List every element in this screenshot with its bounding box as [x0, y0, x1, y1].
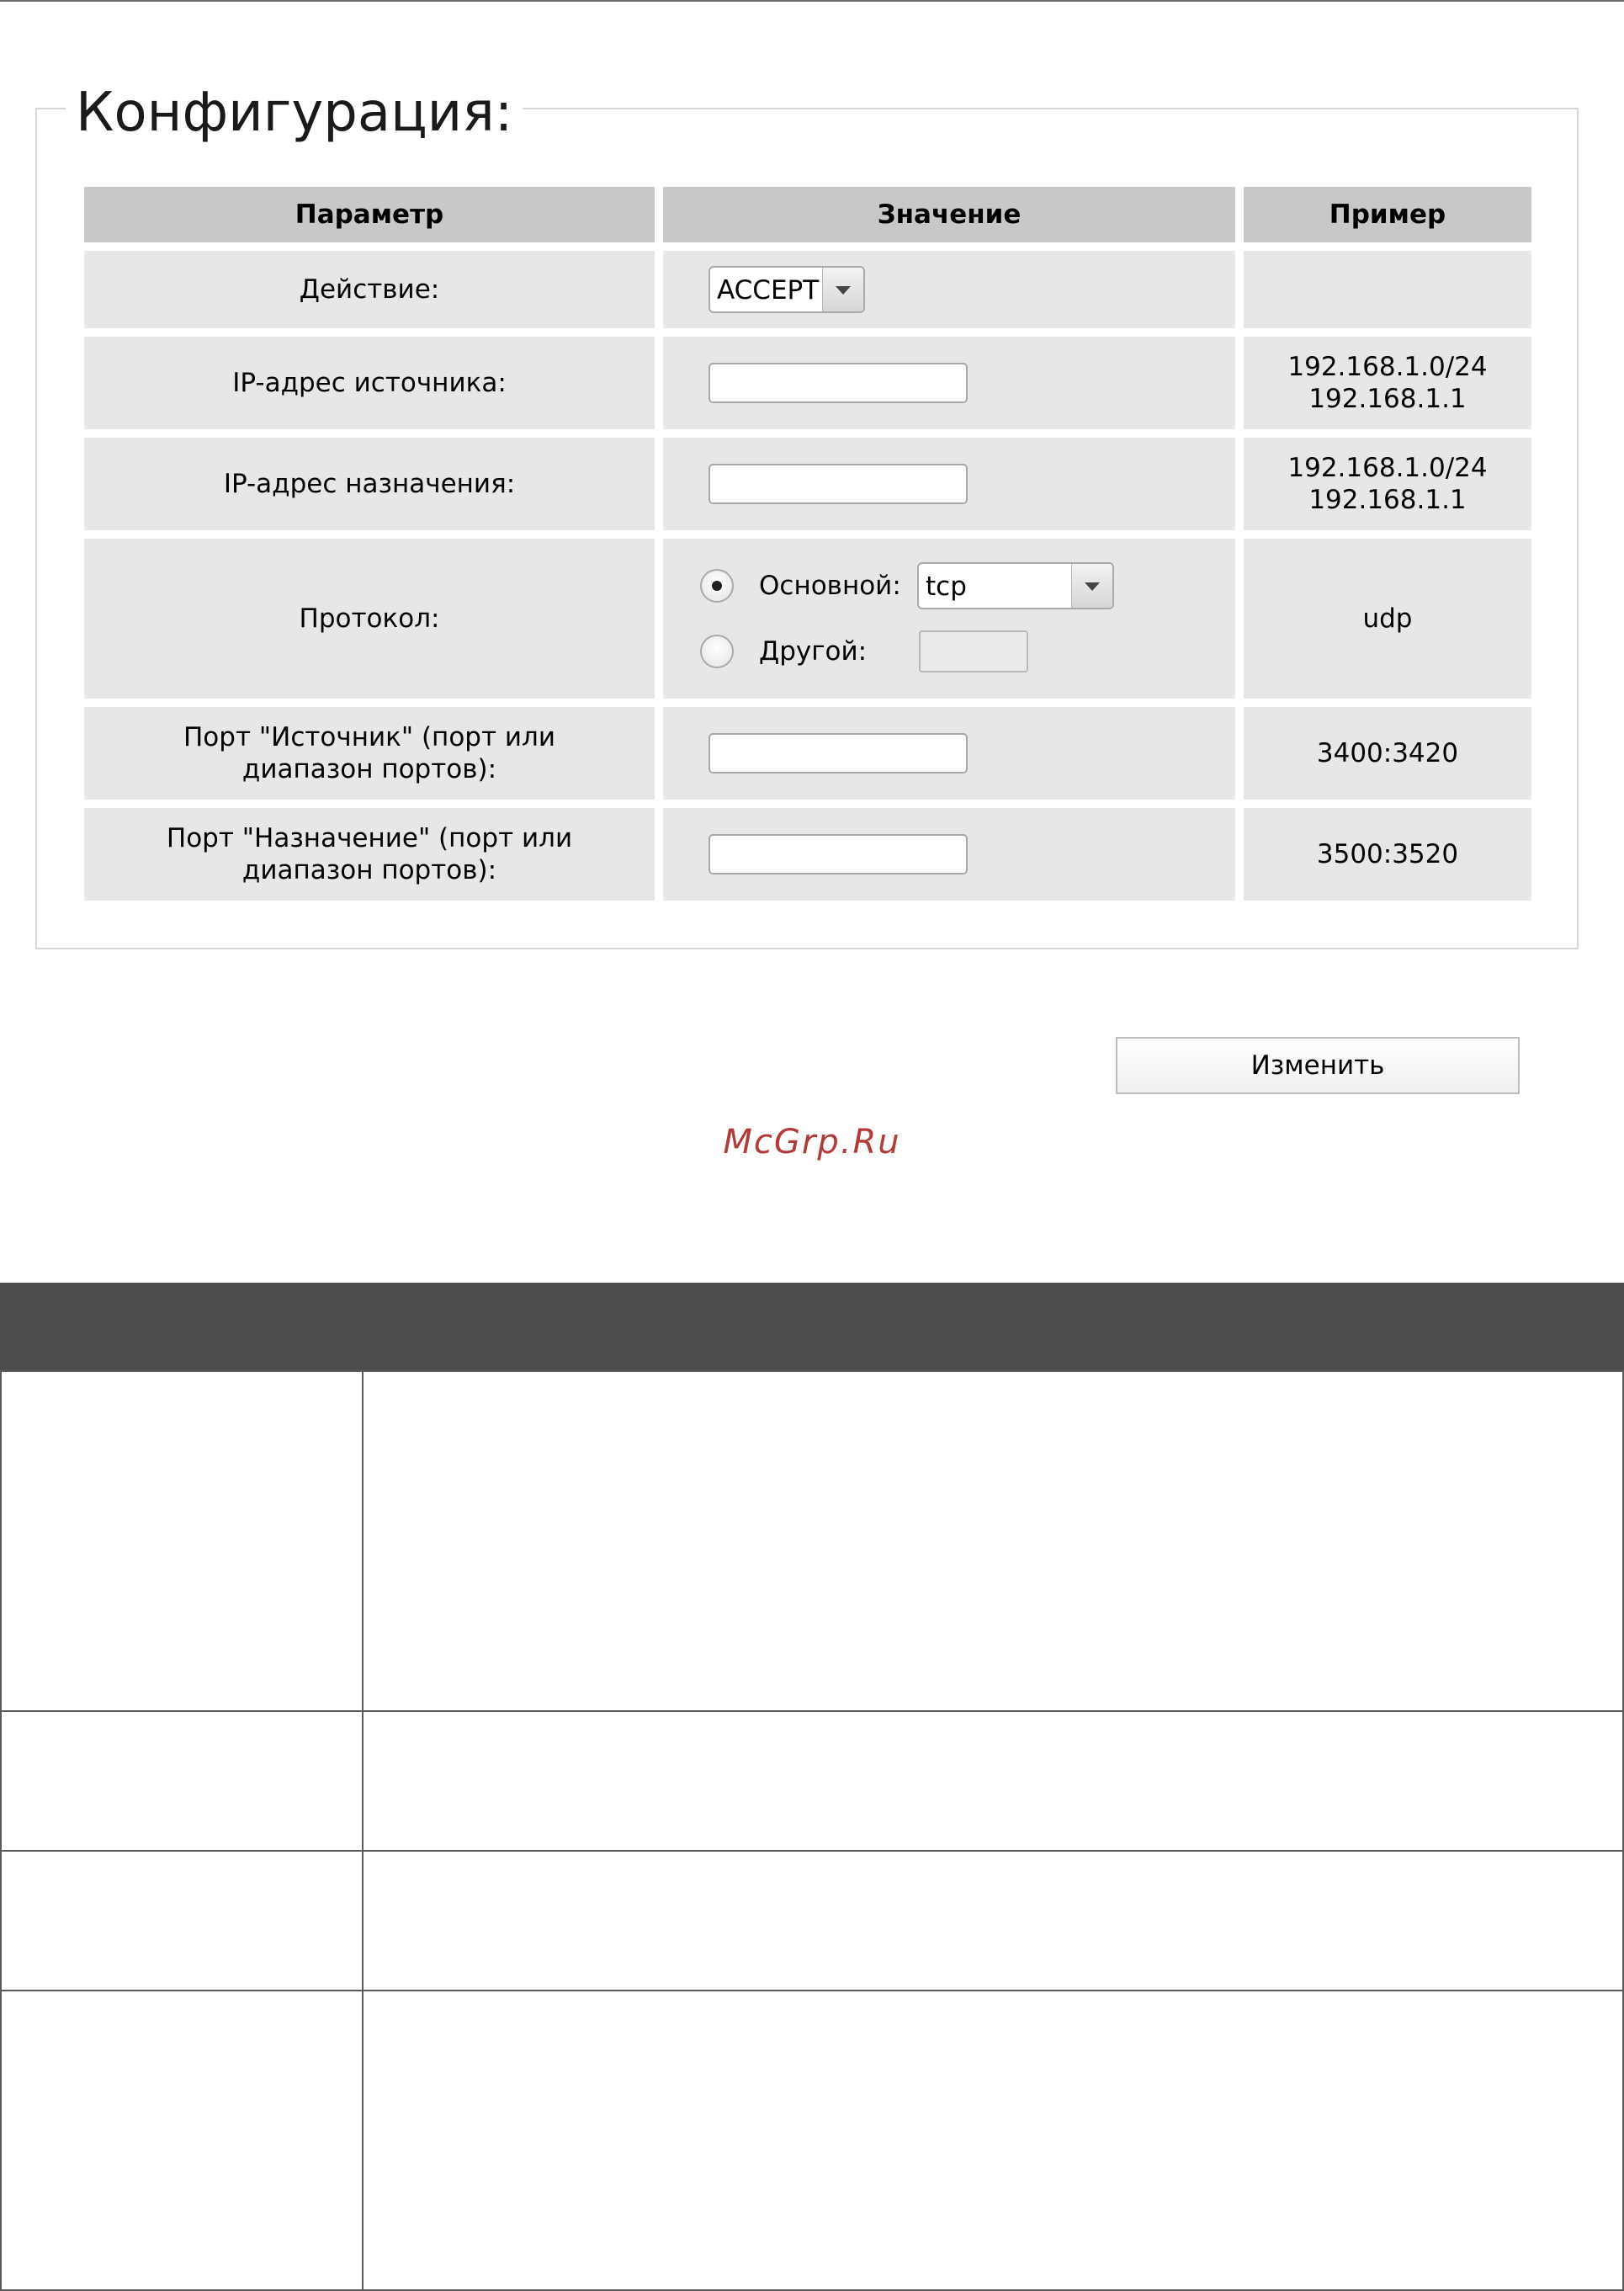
dst-ip-example: [1244, 438, 1531, 530]
row-src-port: [84, 707, 1531, 800]
protocol-main-select[interactable]: [917, 562, 1114, 609]
table-row: [1, 1371, 1623, 1711]
row-dst-ip: [84, 438, 1531, 530]
action-selected-value: ACCEPT: [717, 275, 820, 306]
header-param: Параметр: [84, 187, 655, 242]
description-table: [0, 1370, 1624, 2291]
action-value-cell: [663, 251, 1235, 328]
dst-port-label: Порт "Назначение" (порт или диапазон портов):: [84, 808, 655, 901]
src-ip-example-line1: 192.168.1.0/24: [1287, 352, 1488, 382]
table-cell: [363, 1371, 1623, 1711]
table-row: [1, 1711, 1623, 1851]
watermark: McGrp.Ru: [723, 1123, 901, 1161]
dst-ip-input[interactable]: [709, 464, 968, 504]
protocol-label: Протокол:: [84, 539, 655, 699]
src-ip-label: IP-адрес источника:: [84, 337, 655, 429]
dst-ip-example-line2: 192.168.1.1: [1308, 485, 1467, 515]
configuration-legend: Конфигурация:: [66, 81, 523, 145]
protocol-main-line: [700, 553, 1235, 619]
action-example: [1244, 251, 1531, 328]
table-cell: [363, 1991, 1623, 2290]
change-button[interactable]: Изменить: [1116, 1037, 1520, 1094]
src-port-label: Порт "Источник" (порт или диапазон портов):: [84, 707, 655, 800]
table-row: [1, 1851, 1623, 1991]
top-rule: [0, 0, 1624, 2]
src-ip-example: [1244, 337, 1531, 429]
header-value: Значение: [663, 187, 1235, 242]
row-action: [84, 251, 1531, 328]
protocol-main-radio[interactable]: [700, 569, 734, 603]
table-cell: [363, 1851, 1623, 1991]
src-port-input[interactable]: [709, 733, 968, 773]
dst-ip-value-cell: [663, 438, 1235, 530]
protocol-other-label: Другой:: [759, 636, 868, 667]
action-select[interactable]: [709, 266, 865, 313]
row-protocol: [84, 539, 1531, 699]
src-ip-example-line2: 192.168.1.1: [1308, 384, 1467, 414]
dst-port-input[interactable]: [709, 834, 968, 874]
chevron-down-icon[interactable]: [1071, 564, 1112, 608]
dst-port-example: 3500:3520: [1244, 808, 1531, 901]
table-cell: [363, 1711, 1623, 1851]
src-port-value-cell: [663, 707, 1235, 800]
chevron-down-icon[interactable]: [822, 268, 863, 311]
protocol-main-label: Основной:: [759, 571, 901, 601]
protocol-other-radio[interactable]: [700, 635, 734, 668]
protocol-value-cell: [663, 539, 1235, 699]
table-cell: [1, 1851, 363, 1991]
protocol-other-input[interactable]: [919, 630, 1028, 672]
src-port-example: 3400:3420: [1244, 707, 1531, 800]
protocol-example: udp: [1244, 539, 1531, 699]
action-label: Действие:: [84, 251, 655, 328]
src-ip-input[interactable]: [709, 363, 968, 403]
config-table: [76, 178, 1540, 909]
row-dst-port: [84, 808, 1531, 901]
table-cell: [1, 1711, 363, 1851]
table-cell: [1, 1371, 363, 1711]
config-header-row: [84, 187, 1531, 242]
protocol-main-selected-value: tcp: [926, 571, 967, 602]
dst-ip-example-line1: 192.168.1.0/24: [1287, 453, 1488, 483]
dst-port-value-cell: [663, 808, 1235, 901]
dst-ip-label: IP-адрес назначения:: [84, 438, 655, 530]
row-src-ip: [84, 337, 1531, 429]
protocol-other-line: [700, 619, 1235, 684]
table-row: [1, 1991, 1623, 2290]
description-table-header: [0, 1283, 1624, 1370]
table-cell: [1, 1991, 363, 2290]
header-example: Пример: [1244, 187, 1531, 242]
src-ip-value-cell: [663, 337, 1235, 429]
